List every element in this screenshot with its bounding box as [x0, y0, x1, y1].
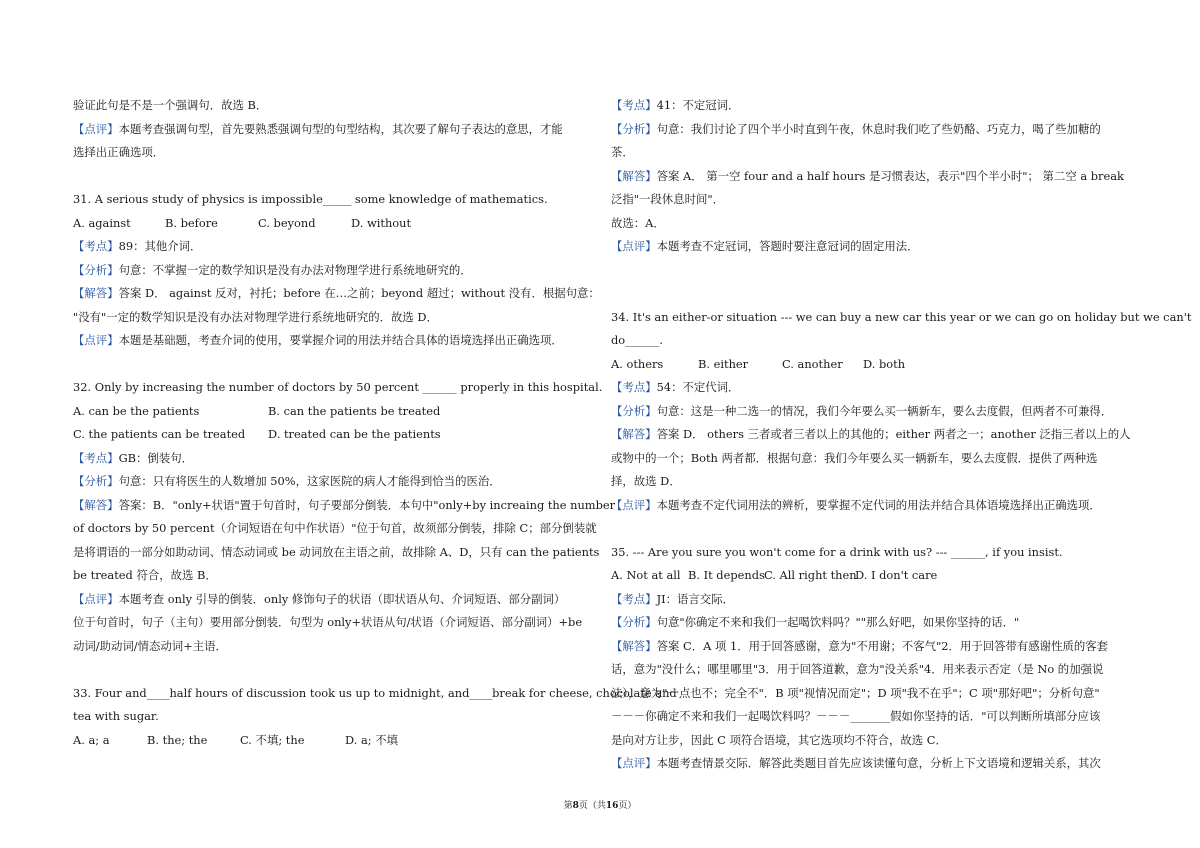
q34-option-d: D. both [863, 356, 906, 371]
q34-jieda-cont: 择，故选 D． [611, 474, 681, 488]
kaodian-text: 89：其他介词． [118, 239, 202, 253]
q32-option-d: D. treated can be the patients [268, 427, 441, 441]
q35-options [611, 564, 1129, 588]
q32-option-a: A. can be the patients [73, 403, 200, 418]
q33-options [73, 729, 591, 753]
q34-kaodian [611, 376, 1129, 400]
q35-pingjia [611, 752, 1129, 776]
q33-option-c: C. 不填; the [240, 732, 305, 747]
question-34-cont: do______. [611, 333, 663, 347]
question-31: 31. A serious study of physics is impossible_____ some knowledge of mathematics. [73, 192, 548, 206]
q31-option-d: D. without [351, 215, 412, 230]
q35-jieda-cont: －－－你确定不来和我们一起喝饮料吗？－－－_______假如你坚持的话．"可以判断所填部分应该 [611, 709, 1101, 723]
q32-option-b: B. can the patients be treated [268, 403, 441, 418]
q33-option-d: D. a; 不填 [345, 732, 398, 747]
kaodian-tag: 【考点】 [611, 380, 657, 394]
pingjia-text: 本题考查不定冠词，答题时要注意冠词的固定用法． [656, 239, 919, 253]
q32-pingjia-cont: 动词/助动词/情态动词+主语． [73, 638, 227, 653]
q31-options [73, 212, 591, 236]
q32-pingjia [73, 588, 591, 612]
q31-kaodian [73, 235, 591, 259]
pingjia-tag: 【点评】 [611, 756, 657, 770]
q32-fenxi [73, 470, 591, 494]
q33-jieda [611, 165, 1129, 189]
right-column [611, 94, 1192, 776]
q32-jieda [73, 494, 616, 518]
fenxi-tag: 【分析】 [611, 121, 657, 136]
jieda-text: 答案：B．"only+状语"置于句首时，句子要部分倒装．本句中"only+by increaing the number [118, 497, 616, 512]
jieda-tag: 【解答】 [73, 286, 119, 300]
pingjia-text: 本题考查不定代词用法的辨析，要掌握不定代词的用法并结合具体语境选择出正确选项． [656, 497, 1101, 512]
q32-jieda-cont: 是将谓语的一部分如助动词、情态动词或 be 动词放在主语之前，故排除 A、D，只有 can the patients [73, 544, 600, 559]
kaodian-tag: 【考点】 [611, 98, 657, 112]
page-number: 8 [572, 801, 579, 811]
pingjia-text: 本题考查 only 引导的倒装．only 修饰句子的状语（即状语从句、介词短语、部分副词） [118, 591, 566, 606]
kaodian-tag: 【考点】 [611, 591, 657, 606]
fenxi-text: 句意：不掌握一定的数学知识是没有办法对物理学进行系统地研究的． [118, 262, 472, 277]
intro-line: 验证此句是不是一个强调句．故选 B． [73, 98, 268, 112]
q35-option-c: C. All right then [764, 568, 857, 582]
jieda-tag: 【解答】 [73, 497, 119, 512]
pingjia-line [73, 118, 591, 142]
jieda-text: 答案 D． against 反对，衬托；before 在…之前；beyond 超过；without 没有．根据句意： [118, 286, 600, 300]
q34-pingjia [611, 494, 1129, 518]
pingjia-tag: 【点评】 [73, 591, 119, 606]
q31-jieda-cont: "没有"一定的数学知识是没有办法对物理学进行系统地研究的．故选 D． [73, 309, 438, 324]
q34-option-b: B. either [698, 356, 749, 371]
q35-jieda-cont: 法），意为"一点也不；完全不"．B 项"视情况而定"；D 项"我不在乎"；C 项"那好吧"；分析句意" [611, 685, 1100, 700]
kaodian-tag: 【考点】 [73, 239, 119, 253]
q31-fenxi [73, 259, 591, 283]
q35-kaodian [611, 588, 1129, 612]
pingjia-text: 本题考查情景交际．解答此类题目首先应该读懂句意，分析上下文语境和逻辑关系，其次 [656, 756, 1101, 770]
jieda-text: 答案 C．A 项 1．用于回答感谢，意为"不用谢；不客气"2．用于回答带有感谢性质的客套 [656, 638, 1109, 653]
question-33-cont: tea with sugar. [73, 709, 159, 723]
q35-fenxi [611, 611, 1129, 635]
fenxi-text: 句意：我们讨论了四个半小时直到午夜，休息时我们吃了些奶酪、巧克力，喝了些加糖的 [656, 121, 1101, 136]
q31-jieda [73, 282, 600, 306]
footer-suffix: 页） [618, 801, 637, 811]
fenxi-tag: 【分析】 [73, 262, 119, 277]
q32-option-c: C. the patients can be treated [73, 427, 246, 441]
kaodian-text: JI：语言交际． [656, 591, 734, 606]
kaodian-text: 41：不定冠词． [656, 98, 740, 112]
q31-option-c: C. beyond [258, 215, 316, 230]
q33-kaodian [611, 94, 1129, 118]
q34-fenxi [611, 400, 1129, 424]
kaodian-text: GB：倒装句． [118, 450, 194, 465]
q33-jieda-cont: 故选：A． [611, 215, 665, 230]
fenxi-text: 句意：这是一种二选一的情况，我们今年要么买一辆新车，要么去度假，但两者不可兼得． [656, 403, 1113, 418]
fenxi-text: 句意：只有将医生的人数增加 50%，这家医院的病人才能得到恰当的医治． [118, 474, 501, 488]
q31-option-b: B. before [165, 215, 218, 230]
q31-pingjia [73, 329, 591, 353]
question-35: 35. --- Are you sure you won't come for a drink with us? --- ______, if you insist. [611, 544, 1063, 559]
q34-option-c: C. another [782, 356, 843, 371]
jieda-text: 答案 D． others 三者或者三者以上的其他的；either 两者之一；another 泛指三者以上的人 [656, 427, 1131, 441]
kaodian-text: 54：不定代词． [656, 380, 740, 394]
q31-option-a: A. against [73, 215, 131, 230]
fenxi-text: 句意"你确定不来和我们一起喝饮料吗？""那么好吧，如果你坚持的话．" [656, 615, 1020, 629]
pingjia-tag: 【点评】 [73, 333, 119, 347]
fenxi-tag: 【分析】 [611, 615, 657, 629]
kaodian-tag: 【考点】 [73, 450, 119, 465]
page-footer [0, 800, 1200, 812]
q35-jieda-cont: 话，意为"没什么；哪里哪里"3．用于回答道歉，意为"没关系"4．用来表示否定（是 No 的加强说 [611, 662, 1104, 676]
q33-jieda-cont: 泛指"一段休息时间"． [611, 192, 724, 206]
question-33: 33. Four and____half hours of discussion took us up to midnight, and____break for cheese, chocolate and [73, 685, 677, 700]
q32-jieda-cont: be treated 符合，故选 B． [73, 568, 217, 582]
pingjia-tag: 【点评】 [73, 121, 119, 136]
q32-kaodian [73, 447, 591, 471]
q32-options-row2 [73, 423, 591, 447]
jieda-tag: 【解答】 [611, 427, 657, 441]
q33-option-a: A. a; a [73, 732, 110, 747]
pingjia-text: 本题考查强调句型，首先要熟悉强调句型的句型结构，其次要了解句子表达的意思，才能 [118, 121, 563, 136]
footer-prefix: 第 [563, 801, 573, 811]
q33-fenxi [611, 118, 1129, 142]
q34-jieda-cont: 或物中的一个；Both 两者都．根据句意：我们今年要么买一辆新车，要么去度假．提供了两种选 [611, 450, 1098, 465]
q33-option-b: B. the; the [147, 732, 208, 747]
q33-pingjia [611, 235, 1129, 259]
pingjia-tag: 【点评】 [611, 497, 657, 512]
footer-middle: 页（共 [578, 801, 606, 811]
q35-option-b: B. It depends [688, 568, 765, 582]
jieda-tag: 【解答】 [611, 638, 657, 653]
fenxi-tag: 【分析】 [73, 474, 119, 488]
q32-pingjia-cont: 位于句首时，句子（主句）要用部分倒装．句型为 only+状语从句/状语（介词短语、部分副词）+be [73, 615, 583, 629]
pingjia-text-cont: 选择出正确选项． [73, 145, 165, 159]
q34-option-a: A. others [611, 356, 664, 371]
q35-option-a: A. Not at all [611, 568, 681, 582]
pingjia-tag: 【点评】 [611, 239, 657, 253]
fenxi-tag: 【分析】 [611, 403, 657, 418]
q35-jieda-cont: 是向对方让步，因此 C 项符合语境，其它选项均不符合，故选 C． [611, 732, 947, 747]
question-32: 32. Only by increasing the number of doctors by 50 percent ______ properly in this hospital. [73, 380, 603, 394]
q34-jieda [611, 423, 1129, 447]
q32-options-row1 [73, 400, 591, 424]
q35-option-d: D. I don't care [855, 568, 938, 582]
jieda-text: 答案 A． 第一空 four and a half hours 是习惯表达，表示"四个半小时"； 第二空 a break [656, 168, 1124, 183]
q33-fenxi-cont: 茶． [611, 145, 634, 159]
jieda-tag: 【解答】 [611, 168, 657, 183]
q32-jieda-cont: of doctors by 50 percent（介词短语在句中作状语）"位于句首，故须部分倒装，排除 C；部分倒装就 [73, 521, 597, 535]
q35-jieda [611, 635, 1129, 659]
total-pages: 16 [605, 801, 619, 811]
q34-options [611, 353, 1129, 377]
pingjia-text: 本题是基础题，考查介词的使用，要掌握介词的用法并结合具体的语境选择出正确选项． [118, 333, 563, 347]
question-34: 34. It's an either-or situation --- we can buy a new car this year or we can go on holiday but we can't [611, 309, 1192, 324]
